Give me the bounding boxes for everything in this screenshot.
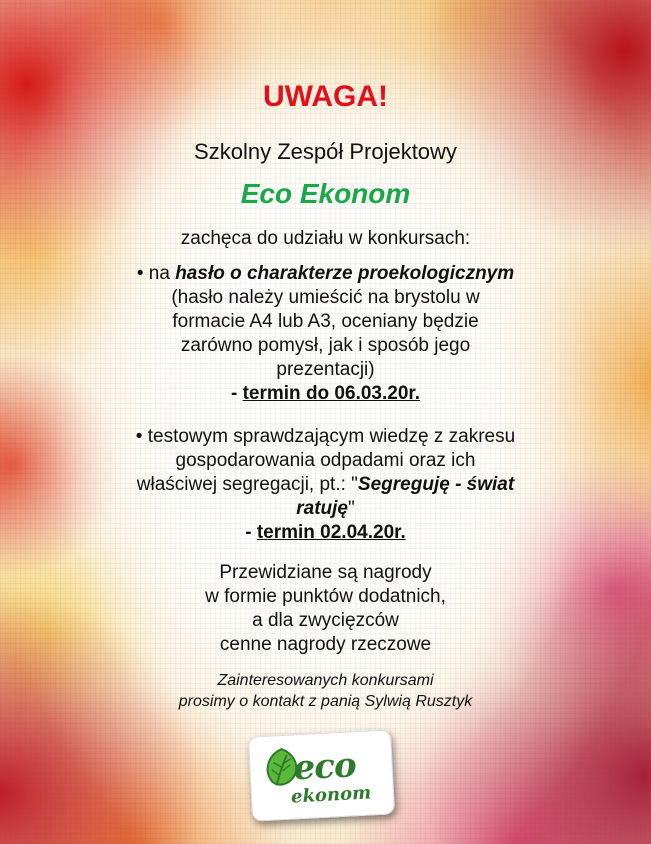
bullet: • (135, 426, 143, 447)
intro-text: zachęca do udziału w konkursach: (180, 228, 471, 249)
poster-title: UWAGA! (263, 80, 388, 113)
contest-item-test (135, 425, 516, 545)
logo-text-eco: eco (292, 745, 357, 789)
prizes-line: Przewidziane są nagrody (219, 562, 432, 583)
quote-close: " (348, 498, 355, 519)
item-description: (hasło należy umieścić na brystolu w formacie A4 lub A3, oceniany będzie zarówno pomysł, jak i sposób jego prezentacji) (171, 287, 480, 380)
prizes-text (135, 561, 516, 657)
contest-item-slogan (135, 262, 516, 406)
prizes-line: w formie punktów dodatnich, (205, 586, 446, 607)
deadline-date: termin 02.04.20r. (256, 522, 406, 543)
quote-open: " (351, 474, 358, 495)
item-prefix: na (143, 263, 176, 284)
deadline (231, 383, 420, 404)
brand-name: Eco Ekonom (240, 178, 411, 209)
poster-subtitle: Szkolny Zespół Projektowy (194, 139, 457, 164)
item-emphasis: hasło o charakterze proekologicznym (175, 263, 515, 284)
bullet: • (136, 263, 144, 284)
deadline-dash: - (245, 522, 257, 543)
logo-text-ekonom: ekonom (290, 782, 372, 808)
item-description: testowym sprawdzającym wiedzę z zakresu gospodarowania odpadami oraz ich właściwej segregacji, pt.: (136, 426, 516, 495)
contact-line: prosimy o kontakt z panią Sylwią Rusztyk (178, 693, 473, 710)
deadline-date: termin do 06.03.20r. (242, 383, 421, 404)
prizes-line: a dla zwycięzców (252, 610, 399, 631)
deadline (245, 522, 406, 543)
contact-line: Zainteresowanych konkursami (217, 672, 434, 689)
prizes-line: cenne nagrody rzeczowe (219, 634, 432, 655)
contact-text (135, 670, 516, 712)
item-emphasis: Segreguję - świat ratuję (296, 474, 515, 519)
eco-ekonom-logo (248, 729, 395, 821)
deadline-dash: - (230, 383, 243, 404)
